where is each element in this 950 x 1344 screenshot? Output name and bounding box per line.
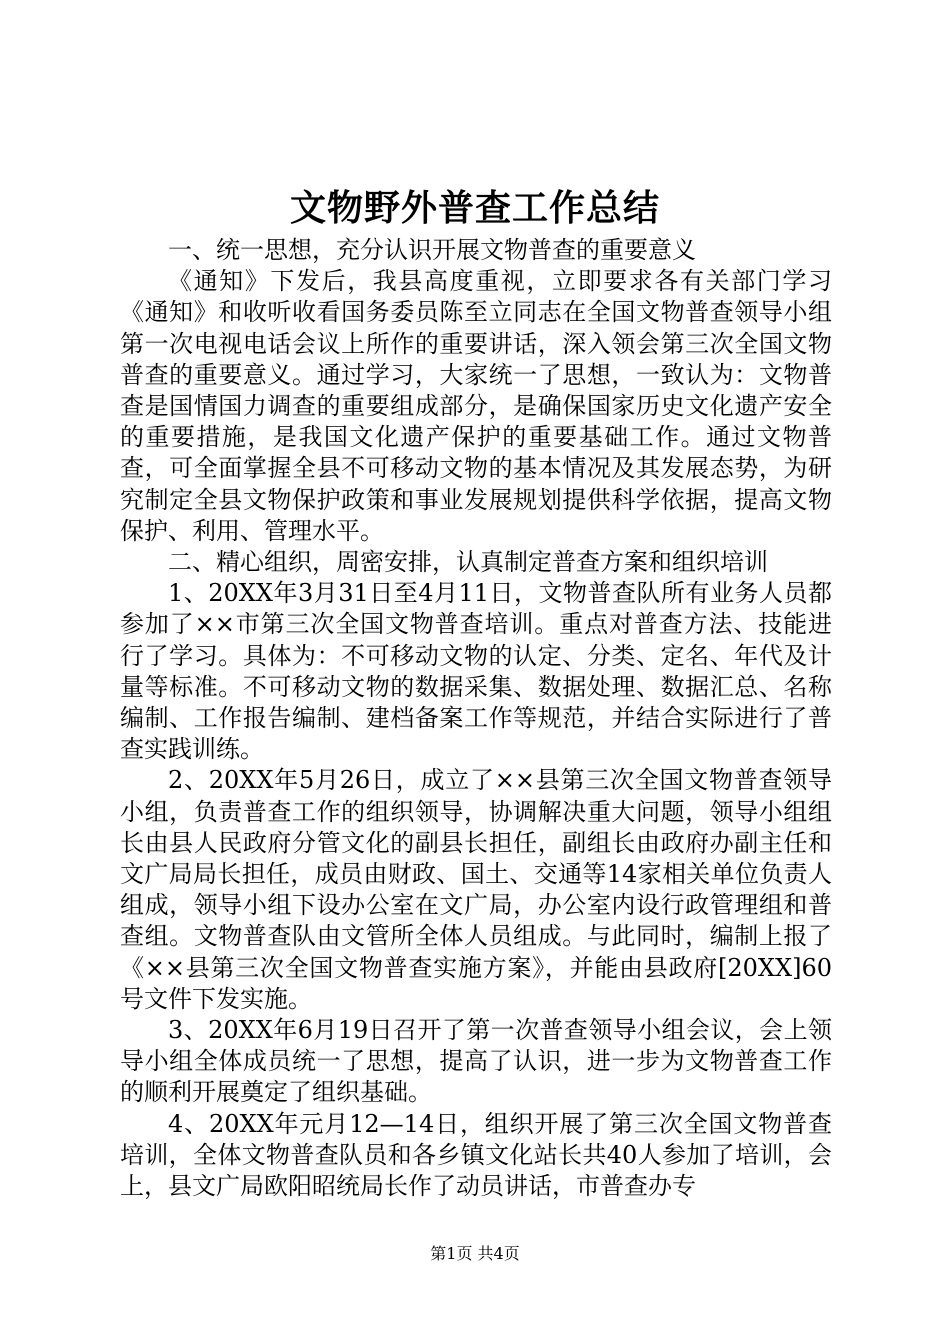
paragraph-2: 1、20XX年3月31日至4月11日，文物普查队所有业务人员都参加了××市第三次全国文物普查培训。重点对普查方法、技能进行了学习。具体为：不可移动文物的认定、分类、定名、年代及计量等标准。不可移动文物的数据采集、数据处理、数据汇总、名称编制、工作报告编制、建档备案工作等规范，并结合实际进行了普查实践训练。 [120,579,832,764]
section-heading-1: 一、统一思想，充分认识开展文物普查的重要意义 [168,236,696,264]
page-footer: 第1页 共4页 [430,1244,520,1263]
paragraph-1: 《通知》下发后，我县高度重视，立即要求各有关部门学习《通知》和收听收看国务委员陈至立同志在全国文物普查领导小组第一次电视电话会议上所作的重要讲话，深入领会第三次全国文物普查的重要意义。通过学习，大家统一了思想，一致认为：文物普查是国情国力调查的重要组成部分，是确保国家历史文化遗产安全的重要措施，是我国文化遗产保护的重要基础工作。通过文物普查，可全面掌握全县不可移动文物的基本情况及其发展态势，为研究制定全县文物保护政策和事业发展规划提供科学依据，提高文物保护、利用、管理水平。 [120,267,832,545]
paragraph-3: 2、20XX年5月26日，成立了××县第三次全国文物普查领导小组，负责普查工作的组织领导，协调解决重大问题，领导小组组长由县人民政府分管文化的副县长担任，副组长由政府办副主任和文广局局长担任，成员由财政、国土、交通等14家相关单位负责人组成，领导小组下设办公室在文广局，办公室内设行政管理组和普查组。文物普查队由文管所全体人员组成。与此同时，编制上报了《××县第三次全国文物普查实施方案》，并能由县政府[20XX]60号文件下发实施。 [120,766,832,1013]
document-body [120,235,832,1202]
section-heading-2: 二、精心组织，周密安排，认真制定普查方案和组织培训 [168,548,768,577]
paragraph-5: 4、20XX年元月12—14日，组织开展了第三次全国文物普查培训，全体文物普查队员和各乡镇文化站长共40人参加了培训，会上，县文广局欧阳昭统局长作了动员讲话，市普查办专 [120,1109,832,1201]
document-title: 文物野外普查工作总结 [289,187,660,229]
paragraph-4: 3、20XX年6月19日召开了第一次普查领导小组会议，会上领导小组全体成员统一了思想，提高了认识，进一步为文物普查工作的顺利开展奠定了组织基础。 [120,1016,832,1107]
